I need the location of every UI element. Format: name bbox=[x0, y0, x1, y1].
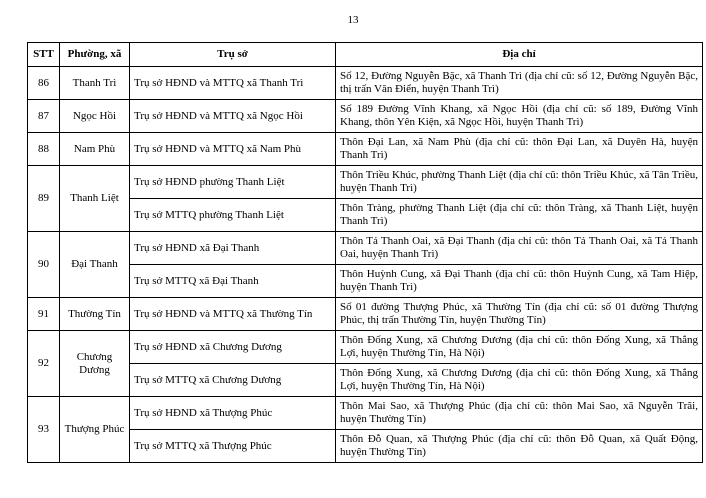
header-ward: Phường, xã bbox=[60, 43, 130, 67]
office-cell: Trụ sở HĐND phường Thanh Liệt bbox=[130, 166, 336, 199]
address-cell: Thôn Tả Thanh Oai, xã Đại Thanh (địa chỉ cũ: thôn Tả Thanh Oai, xã Tả Thanh Oai, huyện Thanh Trì) bbox=[336, 232, 703, 265]
office-cell: Trụ sở HĐND và MTTQ xã Thường Tín bbox=[130, 298, 336, 331]
table-header-row bbox=[28, 43, 703, 67]
office-cell: Trụ sở HĐND và MTTQ xã Ngọc Hồi bbox=[130, 100, 336, 133]
stt-cell: 93 bbox=[28, 397, 60, 463]
office-address-table bbox=[27, 42, 703, 463]
stt-cell: 92 bbox=[28, 331, 60, 397]
address-cell: Thôn Đại Lan, xã Nam Phù (địa chỉ cũ: thôn Đại Lan, xã Duyên Hà, huyện Thanh Trì) bbox=[336, 133, 703, 166]
stt-cell: 89 bbox=[28, 166, 60, 232]
office-cell: Trụ sở HĐND và MTTQ xã Nam Phù bbox=[130, 133, 336, 166]
table-row bbox=[28, 133, 703, 166]
table-row bbox=[28, 430, 703, 463]
table-row bbox=[28, 166, 703, 199]
stt-cell: 91 bbox=[28, 298, 60, 331]
header-stt: STT bbox=[28, 43, 60, 67]
page-number: 13 bbox=[347, 14, 359, 26]
ward-cell: Nam Phù bbox=[60, 133, 130, 166]
ward-cell: Chương Dương bbox=[60, 331, 130, 397]
table-row bbox=[28, 67, 703, 100]
office-cell: Trụ sở HĐND xã Thượng Phúc bbox=[130, 397, 336, 430]
address-cell: Thôn Đống Xung, xã Chương Dương (địa chỉ cũ: thôn Đống Xung, xã Thắng Lợi, huyện Thường Tín, Hà Nội) bbox=[336, 364, 703, 397]
stt-cell: 90 bbox=[28, 232, 60, 298]
header-office: Trụ sở bbox=[130, 43, 336, 67]
address-cell: Số 189 Đường Vĩnh Khang, xã Ngọc Hồi (địa chỉ cũ: số 189, Đường Vĩnh Khang, thôn Yên Kiện, xã Ngọc Hồi, huyện Thanh Trì) bbox=[336, 100, 703, 133]
ward-cell: Đại Thanh bbox=[60, 232, 130, 298]
ward-cell: Thường Tín bbox=[60, 298, 130, 331]
table-row bbox=[28, 100, 703, 133]
stt-cell: 86 bbox=[28, 67, 60, 100]
ward-cell: Thượng Phúc bbox=[60, 397, 130, 463]
stt-cell: 87 bbox=[28, 100, 60, 133]
ward-cell: Ngọc Hồi bbox=[60, 100, 130, 133]
address-cell: Số 01 đường Thượng Phúc, xã Thường Tín (địa chỉ cũ: số 01 đường Thượng Phúc, thị trấn Thường Tín, huyện Thường Tín) bbox=[336, 298, 703, 331]
office-cell: Trụ sở MTTQ phường Thanh Liệt bbox=[130, 199, 336, 232]
table-row bbox=[28, 331, 703, 364]
address-cell: Thôn Huỳnh Cung, xã Đại Thanh (địa chỉ cũ: thôn Huỳnh Cung, xã Tam Hiệp, huyện Thanh Trì) bbox=[336, 265, 703, 298]
address-cell: Thôn Triều Khúc, phường Thanh Liệt (địa chỉ cũ: thôn Triều Khúc, xã Tân Triều, huyện Thanh Trì) bbox=[336, 166, 703, 199]
header-address: Địa chỉ bbox=[336, 43, 703, 67]
table-row bbox=[28, 265, 703, 298]
address-cell: Số 12, Đường Nguyễn Bặc, xã Thanh Trì (địa chỉ cũ: số 12, Đường Nguyễn Bặc, thị trấn Văn Điển, huyện Thanh Trì) bbox=[336, 67, 703, 100]
address-cell: Thôn Mai Sao, xã Thượng Phúc (địa chỉ cũ: thôn Mai Sao, xã Nguyễn Trãi, huyện Thường Tín) bbox=[336, 397, 703, 430]
office-cell: Trụ sở MTTQ xã Thượng Phúc bbox=[130, 430, 336, 463]
address-cell: Thôn Đống Xung, xã Chương Dương (địa chỉ cũ: thôn Đống Xung, xã Thắng Lợi, huyện Thường Tín, Hà Nội) bbox=[336, 331, 703, 364]
table-row bbox=[28, 232, 703, 265]
table-row bbox=[28, 199, 703, 232]
office-cell: Trụ sở HĐND và MTTQ xã Thanh Trì bbox=[130, 67, 336, 100]
office-cell: Trụ sở HĐND xã Chương Dương bbox=[130, 331, 336, 364]
table-row bbox=[28, 364, 703, 397]
stt-cell: 88 bbox=[28, 133, 60, 166]
office-cell: Trụ sở MTTQ xã Đại Thanh bbox=[130, 265, 336, 298]
ward-cell: Thanh Liệt bbox=[60, 166, 130, 232]
ward-cell: Thanh Trì bbox=[60, 67, 130, 100]
table-body bbox=[28, 67, 703, 463]
office-cell: Trụ sở HĐND xã Đại Thanh bbox=[130, 232, 336, 265]
address-cell: Thôn Tràng, phường Thanh Liệt (địa chỉ cũ: thôn Tràng, xã Thanh Liệt, huyện Thanh Trì) bbox=[336, 199, 703, 232]
address-cell: Thôn Đỗ Quan, xã Thượng Phúc (địa chỉ cũ: thôn Đỗ Quan, xã Quất Động, huyện Thường Tín) bbox=[336, 430, 703, 463]
table-row bbox=[28, 298, 703, 331]
table-row bbox=[28, 397, 703, 430]
office-cell: Trụ sở MTTQ xã Chương Dương bbox=[130, 364, 336, 397]
